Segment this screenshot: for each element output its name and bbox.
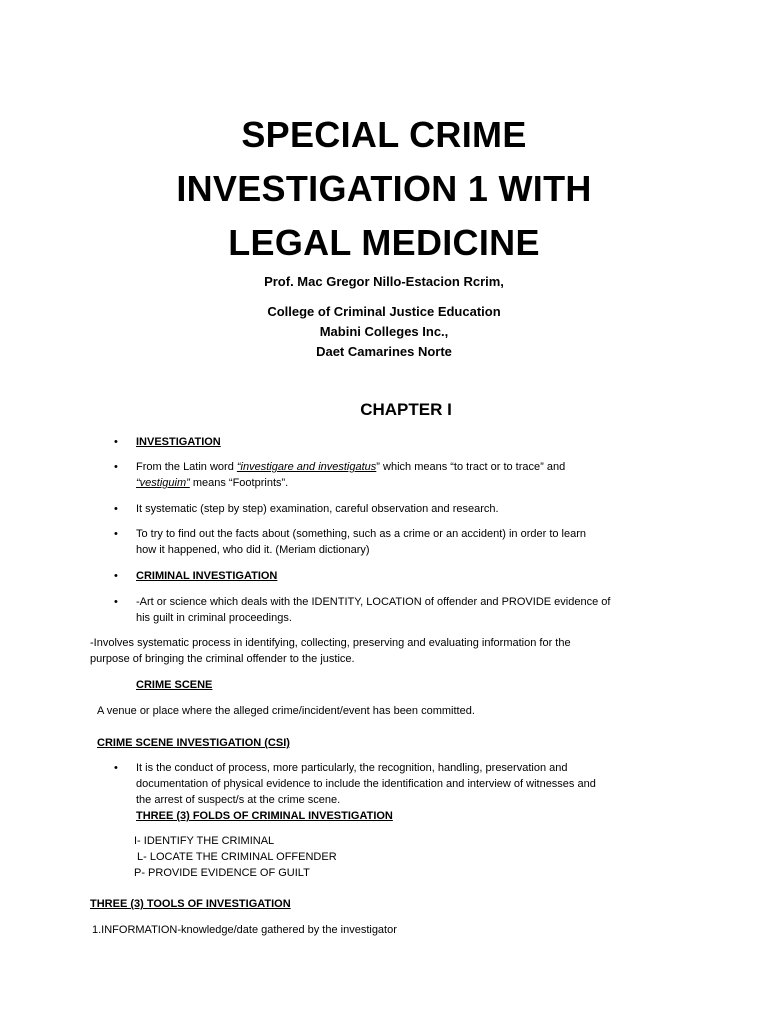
involves-line-2: purpose of bringing the criminal offender to the justice. <box>90 653 355 665</box>
title-line-3: LEGAL MEDICINE <box>228 222 540 263</box>
crime-scene-definition: A venue or place where the alleged crime/incident/event has been committed. <box>97 705 475 717</box>
fold-identify: I- IDENTIFY THE CRIMINAL <box>134 835 275 847</box>
fold-provide: P- PROVIDE EVIDENCE OF GUILT <box>134 867 310 879</box>
csi-line-3: the arrest of suspect/s at the crime scene. <box>136 794 341 806</box>
involves-line-1: -Involves systematic process in identifying, collecting, preserving and evaluating information for the <box>90 637 571 649</box>
bullet-marker: • <box>114 570 118 582</box>
title-line-2: INVESTIGATION 1 WITH <box>176 168 592 209</box>
systematic-definition: It systematic (step by step) examination, careful observation and research. <box>136 503 499 515</box>
chapter-heading: CHAPTER I <box>360 400 452 419</box>
folds-heading: THREE (3) FOLDS OF CRIMINAL INVESTIGATION <box>136 810 393 822</box>
investigation-heading: INVESTIGATION <box>136 436 221 448</box>
crime-scene-heading: CRIME SCENE <box>136 679 213 691</box>
csi-heading: CRIME SCENE INVESTIGATION (CSI) <box>97 737 290 749</box>
art-science-line-2: his guilt in criminal proceedings. <box>136 612 292 624</box>
fold-locate: L- LOCATE THE CRIMINAL OFFENDER <box>137 851 337 863</box>
dictionary-definition-line-2: how it happened, who did it. (Meriam dictionary) <box>136 544 370 556</box>
affiliation-school: Mabini Colleges Inc., <box>319 324 449 339</box>
title-line-1: SPECIAL CRIME <box>241 114 527 155</box>
latin-term-vestiguim: “vestiguim” <box>136 477 190 489</box>
csi-line-1: It is the conduct of process, more particularly, the recognition, handling, preservation and <box>136 762 568 774</box>
affiliation-college: College of Criminal Justice Education <box>267 304 501 319</box>
art-science-line-1: -Art or science which deals with the IDENTITY, LOCATION of offender and PROVIDE evidence of <box>136 596 611 608</box>
tools-heading: THREE (3) TOOLS OF INVESTIGATION <box>90 898 291 910</box>
criminal-investigation-heading: CRIMINAL INVESTIGATION <box>136 570 278 582</box>
author-line: Prof. Mac Gregor Nillo-Estacion Rcrim, <box>264 274 504 289</box>
document-title <box>0 108 768 270</box>
bullet-marker: • <box>114 596 118 608</box>
tool-information: 1.INFORMATION-knowledge/date gathered by the investigator <box>92 924 397 936</box>
bullet-marker: • <box>114 461 118 473</box>
bullet-marker: • <box>114 436 118 448</box>
bullet-marker: • <box>114 503 118 515</box>
bullet-marker: • <box>114 528 118 540</box>
latin-origin-line-2: “vestiguim” means “Footprints”. <box>136 477 289 489</box>
dictionary-definition-line-1: To try to find out the facts about (something, such as a crime or an accident) in order to learn <box>136 528 587 540</box>
affiliation-address: Daet Camarines Norte <box>316 344 452 359</box>
bullet-marker: • <box>114 762 118 774</box>
latin-term: “investigare and investigatus <box>236 461 377 473</box>
csi-line-2: documentation of physical evidence to include the identification and interview of witnesses and <box>136 778 596 790</box>
latin-origin-line-1: From the Latin word “investigare and investigatus” which means “to tract or to trace” and <box>136 461 566 473</box>
